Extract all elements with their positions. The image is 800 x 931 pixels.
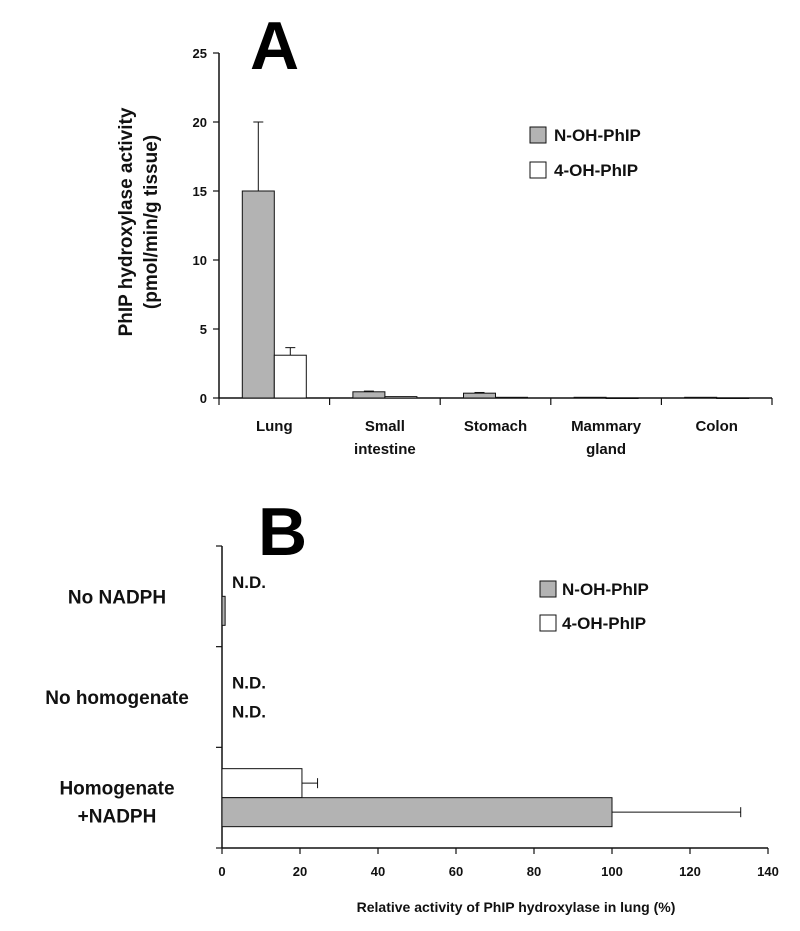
not-detected-label: N.D.	[232, 572, 266, 592]
x-tick-label: 120	[679, 864, 701, 879]
category-label: Colon	[695, 418, 738, 435]
bar-4-oh	[385, 397, 417, 398]
bar-n-oh	[574, 397, 606, 398]
bar-4-oh	[717, 398, 749, 399]
panel-a-bars	[242, 122, 748, 399]
legend-a-swatch-4-oh	[530, 162, 546, 178]
legend-b-label-n-oh: N-OH-PhIP	[562, 580, 649, 599]
category-label: Stomach	[463, 418, 528, 435]
bar-4-oh	[274, 355, 306, 398]
x-tick-label: 40	[370, 864, 386, 879]
category-label: Lung	[255, 418, 293, 435]
x-axis-title: Relative activity of PhIP hydroxylase in lung (%)	[356, 899, 676, 915]
y-tick-label: 15	[192, 184, 207, 199]
bar-n-oh	[464, 393, 496, 398]
y-tick-label: 25	[192, 46, 207, 61]
panel-b-chart	[45, 494, 779, 915]
bar-4-oh	[606, 398, 638, 399]
bar-n-oh	[685, 397, 717, 398]
x-tick-label: 20	[292, 864, 308, 879]
y-tick-label: 20	[192, 115, 207, 130]
x-tick-label: 80	[526, 864, 542, 879]
y-axis-title-line2: (pmol/min/g tissue)	[141, 134, 162, 310]
y-tick-label: 0	[199, 391, 207, 406]
category-label-line2: +NADPH	[77, 806, 157, 828]
panel-b-legend	[540, 580, 649, 633]
category-label-line2: intestine	[354, 441, 416, 458]
legend-b-swatch-n-oh	[540, 581, 556, 597]
legend-a-swatch-n-oh	[530, 127, 546, 143]
category-label: Homogenate	[59, 778, 175, 800]
bar-n-oh	[222, 798, 612, 827]
panel-b-letter: B	[258, 494, 308, 570]
not-detected-label: N.D.	[232, 702, 266, 722]
legend-b-swatch-4-oh	[540, 615, 556, 631]
y-tick-label: 5	[199, 322, 207, 337]
panel-b-axes	[216, 546, 779, 879]
panel-b-category-labels	[45, 587, 189, 827]
x-tick-label: 140	[757, 864, 779, 879]
category-label: No NADPH	[67, 587, 167, 609]
bar-n-oh	[353, 392, 385, 398]
legend-b-label-4-oh: 4-OH-PhIP	[562, 614, 647, 633]
y-tick-label: 10	[192, 253, 207, 268]
panel-a-letter: A	[250, 8, 300, 84]
legend-a-label-n-oh: N-OH-PhIP	[554, 126, 641, 145]
panel-a-y-axis-title	[116, 107, 162, 336]
bar-4-oh	[496, 397, 528, 398]
x-tick-label: 60	[448, 864, 464, 879]
bar-n-oh	[242, 191, 274, 398]
not-detected-label: N.D.	[232, 673, 266, 693]
legend-a-label-4-oh: 4-OH-PhIP	[554, 161, 639, 180]
bar-n-oh	[222, 596, 225, 625]
panel-b-bars	[222, 573, 741, 827]
bar-4-oh	[222, 769, 302, 798]
x-tick-label: 100	[601, 864, 623, 879]
category-label: No homogenate	[45, 688, 189, 709]
panel-a-axes	[193, 46, 772, 406]
category-label: Mammary	[571, 418, 642, 435]
panel-a-legend	[530, 126, 641, 180]
category-label: Small	[364, 418, 405, 435]
x-tick-label: 0	[218, 864, 226, 879]
panel-a-chart	[116, 8, 772, 458]
category-label-line2: gland	[586, 441, 627, 458]
panel-a-category-labels	[256, 418, 738, 458]
y-axis-title-line1: PhIP hydroxylase activity	[116, 107, 137, 337]
